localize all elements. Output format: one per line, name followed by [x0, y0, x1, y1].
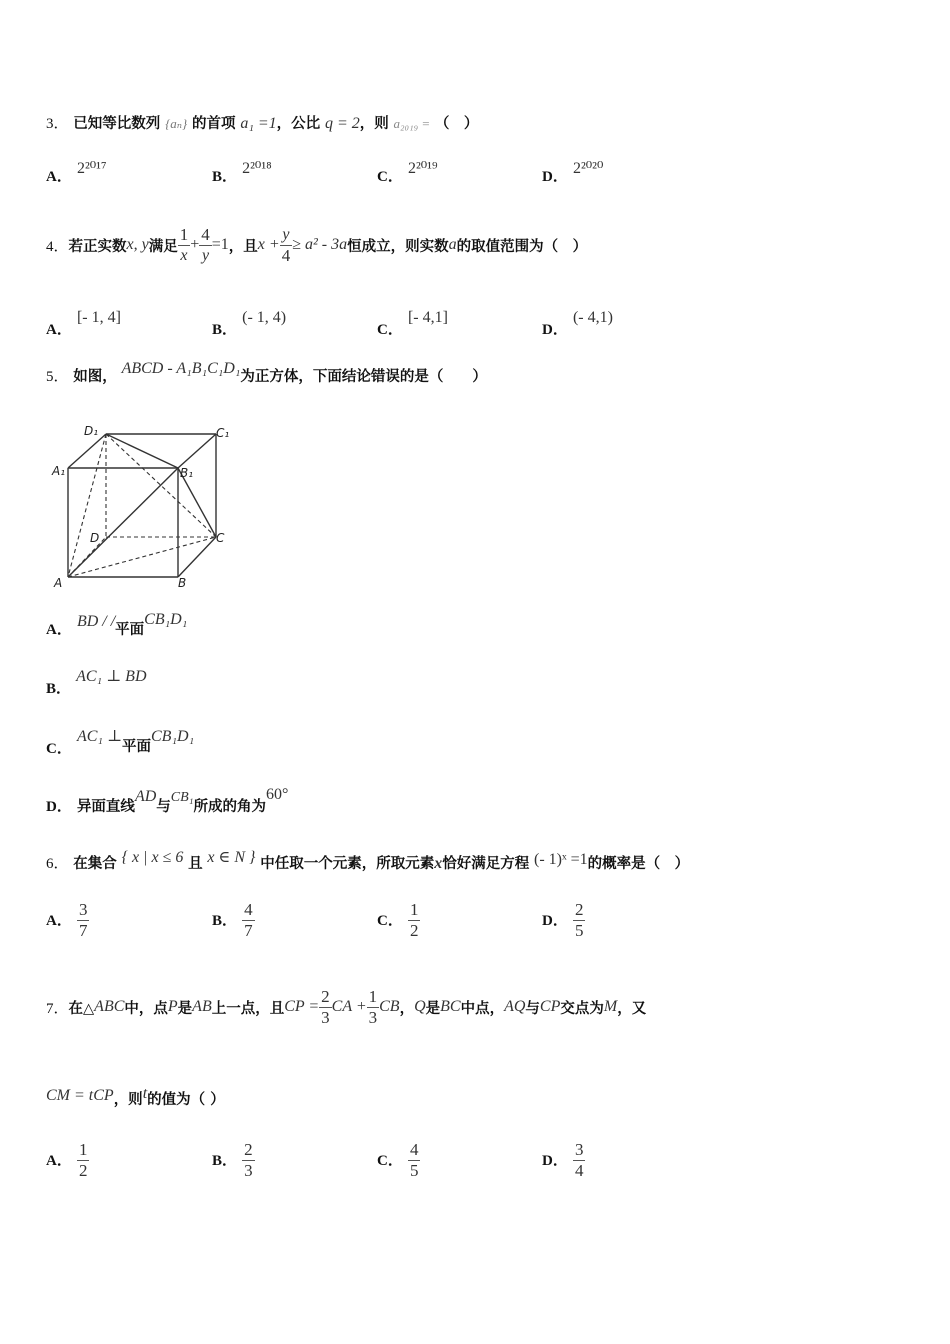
q6-number: 6． — [46, 856, 69, 872]
q6-set: { x | x ≤ 6 — [121, 849, 184, 866]
q4-frac-4-over-y: $\frac{4}{y}$ — [201, 224, 210, 264]
label-a1: A₁ — [52, 464, 66, 478]
label-d: D — [90, 531, 100, 545]
q6-option-c[interactable]: C． $\frac{1}{2}$ — [377, 900, 419, 940]
q7-number: 7． — [46, 1000, 69, 1017]
q3-number: 3． — [46, 116, 69, 132]
label-c1: C₁ — [216, 426, 230, 440]
label-b1: B₁ — [180, 466, 194, 480]
q3-option-b[interactable]: B． 2²⁰¹⁸ — [212, 160, 272, 185]
q3-first-term: a₁ =1 — [240, 115, 277, 132]
q3-option-c[interactable]: C． 2²⁰¹⁹ — [377, 160, 438, 185]
q5-cube-figure — [48, 420, 238, 595]
q7-option-a[interactable]: A． $\frac{1}{2}$ — [46, 1140, 88, 1180]
q7-option-c[interactable]: C． $\frac{4}{5}$ — [377, 1140, 419, 1180]
q7-option-b[interactable]: B． $\frac{2}{3}$ — [212, 1140, 253, 1180]
q5-number: 5． — [46, 369, 69, 385]
q5-option-b[interactable]: B． AC₁ ⊥ BD — [46, 668, 147, 697]
q3-sequence: {aₙ} — [165, 116, 188, 131]
q5-cube-name: ABCD - A₁B₁C₁D₁ — [121, 360, 241, 377]
q4-frac-1-over-x: $\frac{1}{x}$ — [179, 224, 189, 264]
q7-option-d[interactable]: D． $\frac{3}{4}$ — [542, 1140, 584, 1180]
q3-stem: 3． 已知等比数列 {aₙ} 的首项 a₁ =1，公比 q = 2，则 a₂₀₁₉ = （ ） — [46, 115, 479, 132]
q5-option-c[interactable]: C． AC₁ ⊥平面CB₁D₁ — [46, 728, 195, 757]
q6-stem: 6． 在集合 { x | x ≤ 6 且 x ∈ N } 中任取一个元素，所取元素x恰好满足方程 (- 1)ˣ =1的概率是（ ） — [46, 849, 690, 872]
q7-stem-cont: CM = tCP，则t的值为（ ） — [46, 1085, 225, 1108]
q4-frac-y-over-4: $\frac{y}{4}$ — [281, 225, 291, 265]
q4-option-d[interactable]: D． (- 4,1) — [542, 309, 613, 338]
q7-stem: 7． 在△ ABC 中，点 P 是 AB 上一点，且 CP = $\frac{2}{3}$ CA + $\frac{1}{3}$ CB ， Q 是 BC 中点， AQ 与 CP 交点为 M ，又 — [46, 986, 647, 1027]
q5-stem: 5． 如图， ABCD - A₁B₁C₁D₁为正方体，下面结论错误的是（ ） — [46, 360, 487, 385]
q3-term-2019: a₂₀₁₉ = — [393, 116, 431, 131]
q4-stem: 4． 若正实数 x, y 满足 $\frac{1}{x}$ + $\frac{4}{y}$ =1 ，且 x + $\frac{y}{4}$ ≥ a² - 3a 恒成立，则实数 a 的取值范围为（ ） — [46, 224, 588, 265]
q4-option-a[interactable]: A． [- 1, 4] — [46, 309, 121, 338]
q6-option-a[interactable]: A． $\frac{3}{7}$ — [46, 900, 88, 940]
label-b: B — [178, 576, 187, 590]
q3-option-a[interactable]: A． 2²⁰¹⁷ — [46, 160, 107, 185]
q4-number: 4． — [46, 238, 69, 255]
label-c: C — [216, 531, 225, 545]
q5-option-a[interactable]: A． BD / /平面CB₁D₁ — [46, 611, 188, 638]
label-d1: D₁ — [84, 424, 99, 438]
q4-option-b[interactable]: B． (- 1, 4) — [212, 309, 287, 338]
q5-option-d[interactable]: D． 异面直线AD与CB₁所成的角为60° — [46, 786, 289, 815]
q4-option-c[interactable]: C． [- 4,1] — [377, 309, 448, 338]
q6-option-b[interactable]: B． $\frac{4}{7}$ — [212, 900, 253, 940]
q6-option-d[interactable]: D． $\frac{2}{5}$ — [542, 900, 584, 940]
q3-ratio: q = 2 — [324, 115, 360, 132]
q3-option-d[interactable]: D． 2²⁰²⁰ — [542, 160, 604, 185]
q6-equation: (- 1)ˣ =1 — [534, 851, 588, 868]
label-a: A — [54, 576, 63, 590]
